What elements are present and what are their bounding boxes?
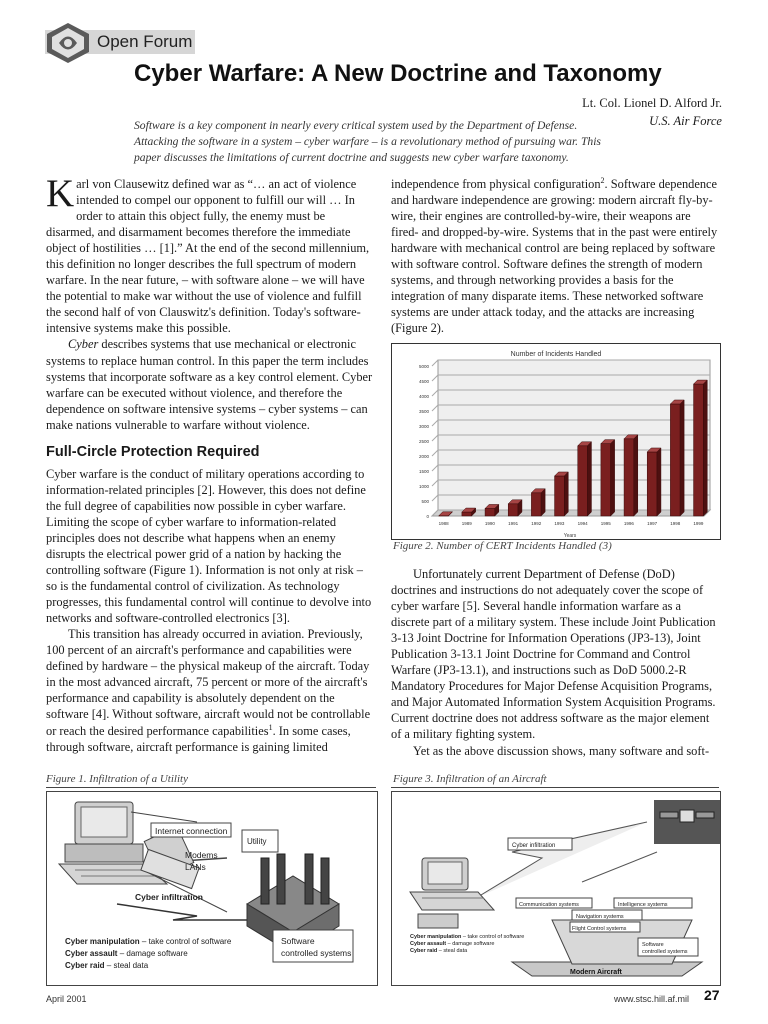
footer-date: April 2001 [46,994,87,1004]
page-number: 27 [704,987,720,1003]
legend-assault: Cyber assault – damage software [65,949,188,958]
x-tick-label: 1992 [531,521,542,526]
caption-rule [391,787,719,788]
right-column-top [391,176,719,336]
paragraph: independence from physical configuration$^2$. Software dependence and hardware independence are growing: modern aircraft fly-by-wire, their engines are controlled-by-wire, their weapons are fired- and dropped-by-wire. Systems that in the past were entirely hardware with mechanical control are being replaced by software with software control. Software defines the strength of modern systems, and through networking provides a basis for the integration of many disparate items. These networked software systems are under attack today, and the attacks are increasing (Figure 2). [391,175,718,336]
figure-3-caption: Figure 3. Infiltration of an Aircraft [393,773,547,785]
bar-chart [392,344,720,539]
figure-1-illustration [47,792,377,985]
y-tick-label: 1500 [418,469,429,474]
computer-icon [410,858,494,910]
left-column [46,172,376,755]
x-tick-label: 1991 [508,521,519,526]
open-forum-logo-icon [45,22,91,64]
term-cyber: Cyber [68,337,99,352]
x-tick-label: 1989 [461,521,472,526]
footer-url: www.stsc.hill.af.mil [614,994,690,1004]
drop-cap: K [46,172,75,215]
legend-manipulation: Cyber manipulation – take control of software [65,937,232,946]
author-name: Lt. Col. Lionel D. Alford Jr. [582,96,722,110]
nav-label: Navigation systems [576,914,624,920]
x-tick-label: 1988 [438,521,449,526]
bar-1998 [670,400,684,516]
y-tick-label: 4500 [418,379,429,384]
caption-rule [46,787,376,788]
intro-paragraph: Karl von Clausewitz defined war as “… an act of violence intended to compel our opponent to fulfill our will … In order to attain this object fully, the enemy must be disarmed, and disarmament becomes therefore the immediate object of hostilities … [1].” At the end of the second millennium, this definition no longer describes the full spectrum of modern warfare. In the near future, – with software alone – we will have the potential to make war without the use of violence and fulfill the second half of von Clauswitz's definition. Today's software-intensive systems make this possible. [46,172,370,336]
y-tick-label: 3500 [418,409,429,414]
software-label-line2: controlled systems [642,949,688,955]
bar-1993 [555,472,569,516]
intel-label: Intelligence systems [618,902,668,908]
y-tick-label: 500 [421,499,429,504]
y-tick-label: 4000 [418,394,429,399]
cyber-infiltration-label: Cyber infiltration [135,892,204,902]
bar-1996 [624,435,638,516]
x-tick-label: 1999 [693,521,704,526]
x-tick-label: 1998 [670,521,681,526]
legend-raid: Cyber raid – steal data [65,961,149,970]
y-tick-label: 5000 [418,364,429,369]
cyber-infiltration-label: Cyber infiltration [512,843,556,849]
bar-1992 [531,489,545,516]
legend-assault: Cyber assault – damage software [410,941,495,947]
bar-1990 [485,504,499,516]
legend-raid: Cyber raid – steal data [410,948,468,954]
figure-2-chart [391,343,721,540]
x-tick-label: 1995 [600,521,611,526]
figure-2-caption: Figure 2. Number of CERT Incidents Handled (3) [393,540,612,552]
paragraph: Unfortunately current Department of Defense (DoD) doctrines and instructions do not adequately cover the scope of cyber warfare [5]. Several handle information warfare as a discrete part of a military system. These include Joint Publication 3-13 Joint Doctrine for Information Operations (JP3-13), Joint Publication 3-13.1 Joint Doctrine for Command and Control Warfare (JP3-13.1), and instructions such as DoD 5000.2-R Mandatory Procedures for Major Defense Acquisition Programs, and Major Automated Information System Acquisition Programs. Current doctrine does not address software as the major element of a military fighting system. [391,567,716,742]
bar-1999 [694,380,708,516]
paragraph: Cyber warfare is the conduct of military operations according to information-related principles [2]. However, this does not define the full degree of capabilities now possible in cyber warfare. Limiting the scope of cyber warfare to information-related principles does not describe what happens when an enemy disrupts the electrical power grid of a nation by hacking the controlling software (Figure 1). Information is not only at risk – so is the fundamental control of civilization. As technology progresses, this fundamental control will continue to devolve into networks and software-controlled electronics [3]. [46,466,372,626]
lightning-bolt-icon [476,822,647,898]
network-device-icon [418,914,458,928]
abstract: Software is a key component in nearly every critical system used by the Department of Defense. Attacking the software in a system – cyber warfare – is a revolutionary method of pursuing war. This paper discusses the limitations of current doctrine and suggests new cyber warfare taxonomy. [134,119,601,164]
modems-label: Modems [185,850,218,860]
lans-label: LANs [185,862,206,872]
footnote-ref: 2 [600,175,605,185]
x-tick-label: 1996 [623,521,634,526]
y-tick-label: 1000 [418,484,429,489]
footnote-ref: 1 [268,722,273,732]
paragraph: This transition has already occurred in aviation. Previously, 100 percent of an aircraft's performance and capabilities were defined by hardware – the physical makeup of the aircraft. Today in the most advanced aircraft, 75 percent or more of the aircraft's performance and capability is absolutely dependent on the software [4]. Without software, aircraft would not be controllable or reach the desired performance capabilities$^1$. In some cases, through software, aircraft performance is gaining limited [46,627,371,754]
legend-manipulation: Cyber manipulation – take control of software [410,934,525,940]
chart-x-label: Years [563,533,577,539]
software-label-line2: controlled systems [281,948,352,958]
software-label-line1: Software [281,936,315,946]
figure-1-infiltration-utility [46,791,378,986]
y-tick-label: 2000 [418,454,429,459]
y-tick-label: 2500 [418,439,429,444]
paragraph: Yet as the above discussion shows, many software and soft- [413,743,710,758]
satellite-icon [654,800,720,844]
bar-1995 [601,440,615,516]
flight-control-label: Flight Control systems [572,926,627,932]
modern-aircraft-label: Modern Aircraft [570,969,622,976]
right-column-mid [391,566,719,759]
chart-title: Number of Incidents Handled [510,351,602,358]
figure-1-caption: Figure 1. Infiltration of a Utility [46,773,188,785]
section-name: Open Forum [97,32,193,51]
x-tick-label: 1997 [647,521,658,526]
article-title: Cyber Warfare: A New Doctrine and Taxonomy [134,60,662,87]
comms-label: Communication systems [519,902,579,908]
figure-3-illustration [392,792,720,985]
x-tick-label: 1990 [484,521,495,526]
x-tick-label: 1993 [554,521,565,526]
author-affiliation: U.S. Air Force [649,114,722,128]
lightning-bolt-icon [117,904,247,920]
paragraph: Cyber describes systems that use mechanical or electronic systems to replace human control. In this paper the term includes systems that incorporate software as a key control element. Cyber warfare can be executed without violence, and therefore the dependence on software intensive systems – cyber systems – can make nations vulnerable to warfare without violence. [46,337,373,432]
bar-1991 [508,500,522,516]
figure-3-infiltration-aircraft [391,791,721,986]
section-heading: Full-Circle Protection Required [46,443,260,460]
software-label-line1: Software [642,942,664,948]
y-tick-label: 3000 [418,424,429,429]
utility-label: Utility [247,837,267,846]
internet-label: Internet connection [155,826,228,836]
x-tick-label: 1994 [577,521,588,526]
y-tick-label: 0 [426,514,429,519]
bar-1997 [647,448,661,516]
bar-1994 [578,442,592,516]
